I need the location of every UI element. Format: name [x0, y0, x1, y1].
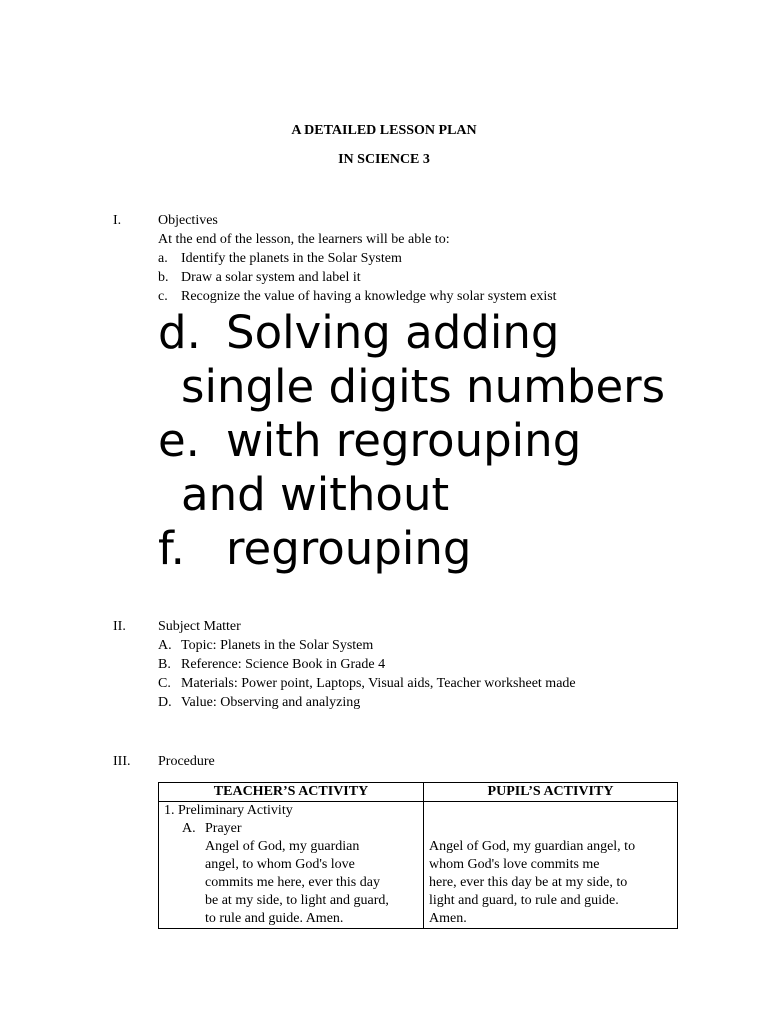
prayer-line: be at my side, to light and guard, [205, 893, 389, 908]
prayer-line: light and guard, to rule and guide. [429, 893, 619, 908]
procedure-section [158, 752, 215, 771]
procedure-numeral: III. [113, 754, 131, 769]
item-text: Draw a solar system and label it [181, 270, 361, 285]
subject-matter-heading: Subject Matter [158, 619, 241, 634]
objectives-heading: Objectives [158, 213, 218, 228]
table-row [159, 802, 678, 929]
item-marker: e. [158, 414, 200, 467]
prayer-line: to rule and guide. Amen. [205, 911, 344, 926]
large-objective-continuation: single digits numbers [181, 360, 666, 413]
prayer-line: Angel of God, my guardian angel, to [429, 839, 636, 854]
subject-matter-item [158, 655, 576, 674]
subject-matter-numeral: II. [113, 619, 126, 634]
large-objective-item [158, 522, 665, 576]
pupil-activity-cell [424, 802, 678, 929]
teacher-activity-header: TEACHER’S ACTIVITY [159, 783, 424, 802]
pupil-activity-header: PUPIL’S ACTIVITY [424, 783, 678, 802]
prayer-subheading [164, 820, 418, 838]
item-text: Value: Observing and analyzing [181, 695, 361, 710]
item-text: Reference: Science Book in Grade 4 [181, 657, 386, 672]
subject-matter-item [158, 674, 576, 693]
item-text: Topic: Planets in the Solar System [181, 638, 374, 653]
item-marker: A. [158, 638, 172, 653]
prayer-line: whom God's love commits me [429, 857, 600, 872]
item-marker: c. [158, 289, 168, 304]
prayer-line: commits me here, ever this day [205, 875, 380, 890]
document-subtitle: IN SCIENCE 3 [338, 152, 430, 167]
objective-item [158, 268, 557, 287]
item-text: with regrouping [226, 414, 582, 467]
item-marker: B. [158, 657, 171, 672]
item-text: Solving adding [226, 306, 560, 359]
objective-item [158, 249, 557, 268]
prayer-line: Angel of God, my guardian [205, 839, 360, 854]
item-text: Recognize the value of having a knowledge why solar system exist [181, 289, 557, 304]
item-text: Materials: Power point, Laptops, Visual aids, Teacher worksheet made [181, 676, 576, 691]
teacher-activity-cell [159, 802, 424, 929]
item-marker: b. [158, 270, 169, 285]
item-marker: f. [158, 522, 185, 575]
item-text: Identify the planets in the Solar System [181, 251, 402, 266]
large-objective-continuation: and without [181, 468, 450, 521]
table-header-row [159, 783, 678, 802]
large-objective-list [158, 306, 665, 576]
prayer-line: here, ever this day be at my side, to [429, 875, 628, 890]
large-objective-item [158, 306, 665, 360]
large-objective-item [158, 414, 665, 468]
procedure-table [158, 782, 678, 929]
item-marker: d. [158, 306, 201, 359]
document-title: A DETAILED LESSON PLAN [291, 123, 477, 138]
preliminary-activity: 1. Preliminary Activity [164, 803, 293, 818]
item-marker: C. [158, 676, 171, 691]
teacher-prayer-text [164, 838, 418, 928]
objective-item [158, 287, 557, 306]
prayer-line: Amen. [429, 911, 467, 926]
objectives-section [158, 211, 557, 306]
subject-matter-item [158, 636, 576, 655]
objectives-numeral: I. [113, 213, 122, 228]
item-marker: D. [158, 695, 172, 710]
item-text: Prayer [205, 821, 242, 836]
subject-matter-item [158, 693, 576, 712]
subject-matter-section [158, 617, 576, 712]
item-marker: a. [158, 251, 168, 266]
procedure-heading: Procedure [158, 754, 215, 769]
item-marker: A. [182, 821, 196, 836]
prayer-line: angel, to whom God's love [205, 857, 355, 872]
item-text: regrouping [226, 522, 472, 575]
objectives-intro: At the end of the lesson, the learners will be able to: [158, 232, 450, 247]
